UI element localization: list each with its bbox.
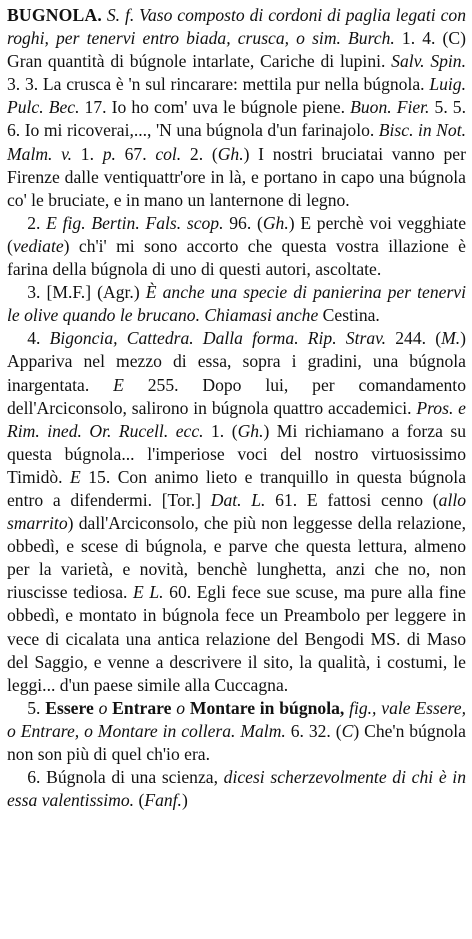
text-segment: o (171, 697, 190, 718)
text-segment: E (70, 466, 81, 487)
text-segment: 3. [M.F.] (Agr.) (27, 282, 146, 303)
text-segment: o (93, 697, 113, 718)
text-segment: ) Che'n búgnola non son più di quel ch'io era. (7, 720, 466, 764)
text-segment: C (341, 720, 354, 741)
text-segment: allo smarrito (7, 489, 467, 534)
text-segment: vediate (12, 235, 64, 256)
text-segment: Cestina. (318, 305, 380, 326)
text-segment: Entrare (112, 697, 172, 718)
text-segment: Luig. Pulc. Bec. (7, 74, 466, 118)
headword: BUGNOLA. (7, 5, 102, 25)
text-segment: 2. ( (181, 143, 218, 164)
text-segment: Essere (45, 697, 94, 718)
text-segment: ) dall'Arciconsolo, che più non leggesse della relazione, obbedì, e scese di búgnola, e parve che questa lettura, almeno per la varietà, e novità, benchè lunghetta, anzi che no, non riuscisse tediosa. (7, 513, 466, 603)
sense-paragraph-6 (7, 766, 466, 812)
text-segment: ) Mi richiamano a forza su questa búgnola... l'imperiose voci del nostro virtuosissimo Timidò. (7, 420, 467, 487)
text-segment: 67. (115, 143, 156, 164)
text-segment: 61. E fattosi cenno ( (265, 489, 439, 510)
text-segment: 17. Io ho com' uva le búgnole piene. (79, 97, 351, 118)
text-segment: Gh. (237, 420, 264, 441)
sense-paragraph-2 (7, 212, 466, 281)
sense-paragraph-4 (7, 327, 466, 697)
text-segment: ) I nostri bruciatai vanno per Firenze dalle ventiquattr'ore in là, e portano in capo una búgnola co' le bruciate, e in mano un lanternone di legno. (7, 143, 466, 210)
text-segment: 1. ( (203, 420, 238, 441)
text-segment: 6. 32. ( (285, 720, 342, 741)
text-segment: 5. 5. 6. Io mi ricoverai,..., 'N una búgnola d'un farinajolo. (7, 97, 466, 141)
text-segment: 3. 3. La crusca è 'n sul rincarare: mettila pur nella búgnola. (7, 74, 430, 95)
text-segment: E fig. Bertin. Fals. scop. (46, 212, 224, 233)
text-segment: ) Appariva nel mezzo di essa, sopra i gradini, una búgnola inargentata. (7, 328, 467, 395)
text-segment: E L. (133, 582, 164, 603)
sense-paragraph-5 (7, 697, 466, 766)
text-segment: Gh. (217, 143, 244, 164)
text-segment: Pros. e Rim. ined. Or. Rucell. ecc. (7, 397, 466, 441)
text-segment: Montare in búgnola, (189, 697, 345, 718)
text-segment: Gh. (262, 212, 289, 233)
text-segment: È anche una specie di panierina per tenervi le olive quando le brucano. Chiamasi anche (7, 282, 466, 326)
text-segment: 96. ( (223, 212, 263, 233)
text-segment: 255. Dopo lui, per comandamento dell'Arciconsolo, salirono in búgnola quattro accademici. (7, 374, 466, 418)
text-segment: S. f. Vaso composto di cordoni di paglia legati con roghi, per tenervi entro biada, crusca, o sim. Burch. (7, 5, 466, 49)
text-segment: fig., vale Essere, o Entrare, o Montare in collera. Malm. (7, 697, 467, 741)
text-segment: 5. (27, 697, 46, 718)
text-segment: ) (181, 790, 188, 811)
text-segment: 2. (27, 212, 47, 233)
text-segment: dicesi scherzevolmente di chi è in essa valentissimo. (7, 767, 466, 811)
sense-paragraph-3 (7, 281, 466, 327)
text-segment: 6. Búgnola di una scienza, (27, 767, 224, 788)
text-segment: Salv. Spin. (391, 51, 466, 72)
text-segment: col. (155, 143, 182, 164)
text-segment: ) ch'i' mi sono accorto che questa vostra illazione è farina della búgnola di uno di questi autori, ascoltate. (7, 235, 466, 280)
text-segment: ( (134, 790, 145, 811)
text-segment: Bisc. in Not. Malm. v. (7, 120, 466, 164)
text-segment: 4. (27, 328, 50, 349)
text-segment: ) E perchè voi vegghiate ( (7, 212, 467, 256)
text-segment: Fanf. (144, 790, 182, 811)
text-segment: 1. (72, 143, 103, 164)
text-segment: Dat. L. (210, 489, 266, 510)
text-segment: p. (102, 143, 116, 164)
text-segment: 244. ( (386, 328, 442, 349)
text-segment: Buon. Fier. (350, 97, 430, 118)
text-segment: Bigoncia, Cattedra. Dalla forma. Rip. Strav. (49, 328, 387, 349)
text-segment: 15. Con animo lieto e tranquillo in questa búgnola entro a difendermi. [Tor.] (7, 466, 466, 510)
entry-headline-paragraph (7, 4, 466, 212)
text-segment: M. (441, 328, 461, 349)
text-segment: 60. Egli fece sue scuse, ma pure alla fine obbedì, e montato in búgnola fece un Preambolo per leggere in vece di cicalata una antica relazione del Bengodi MS. di Maso del Saggio, e venne a descrivere il sito, la qualità, i costumi, le leggi... d'un paese simile alla Cuccagna. (7, 582, 466, 695)
text-segment: 1. 4. (C) Gran quantità di búgnole intarlate, Cariche di lupini. (7, 28, 467, 72)
text-segment: E (113, 374, 124, 395)
